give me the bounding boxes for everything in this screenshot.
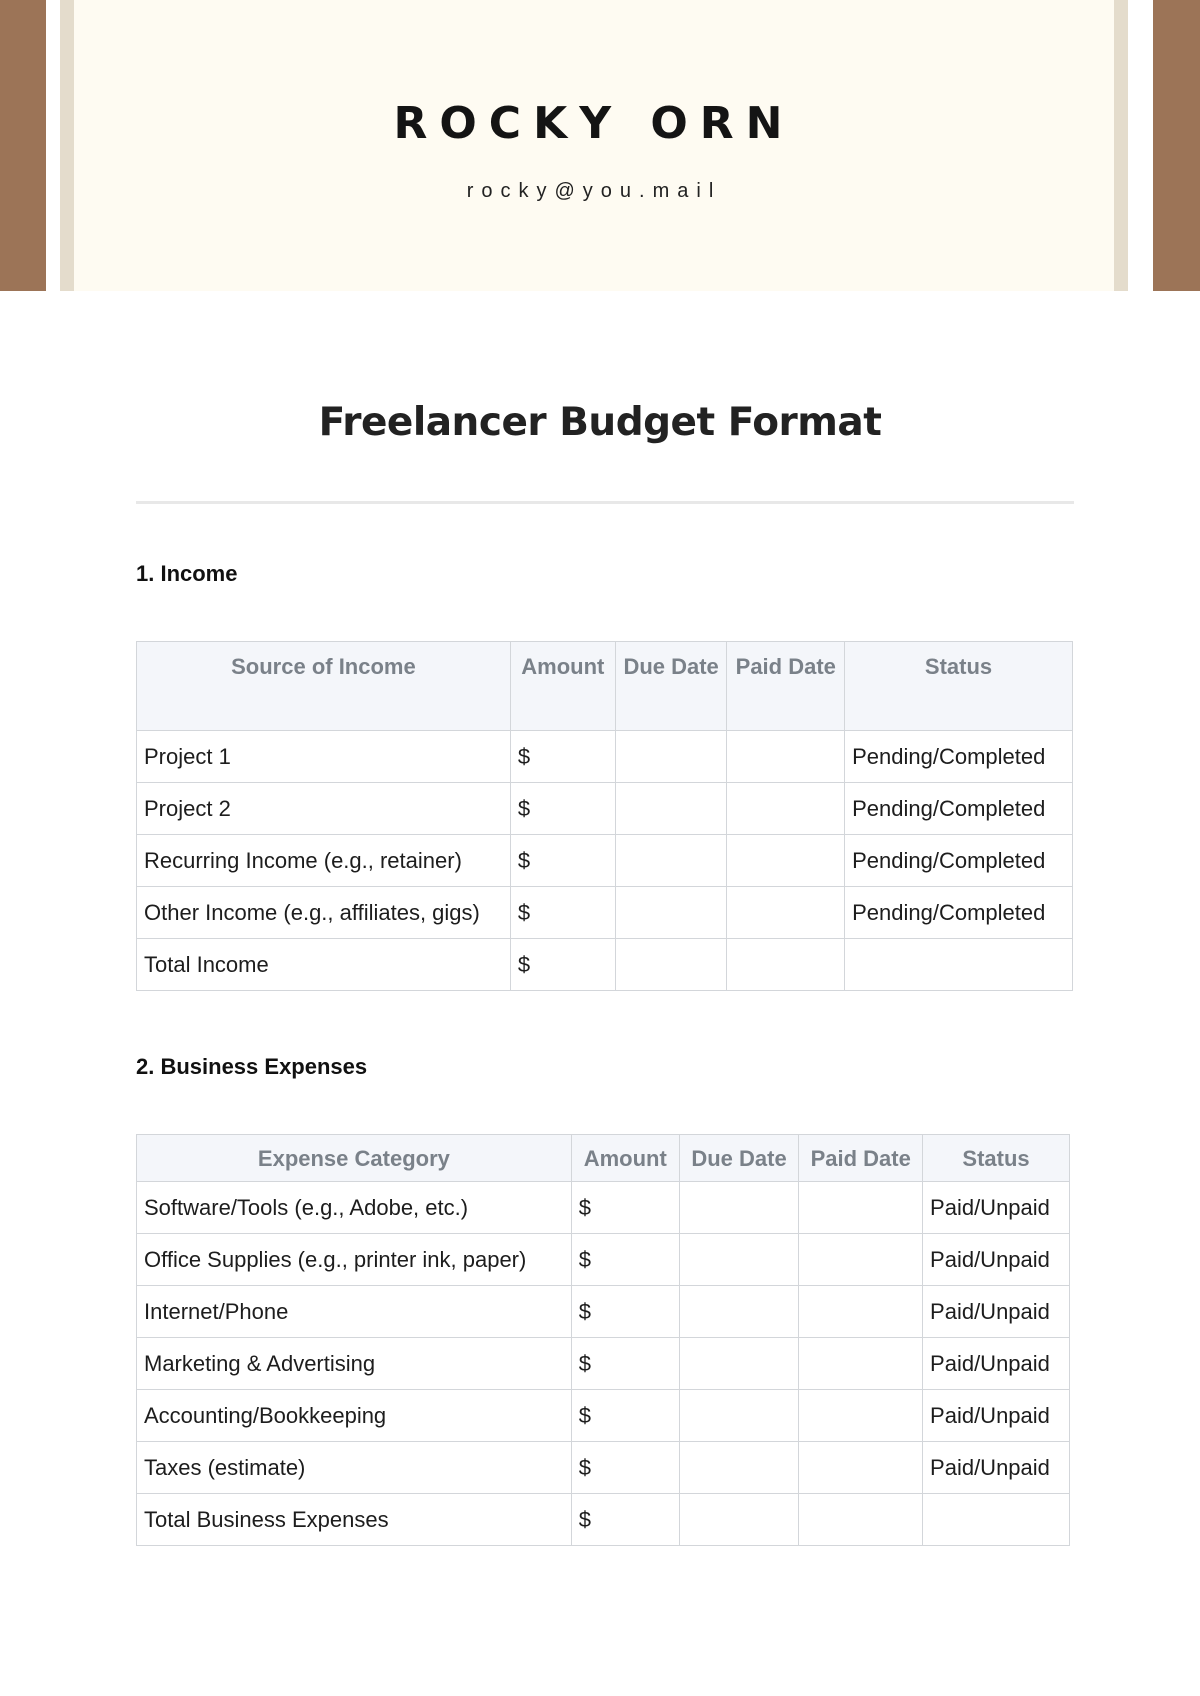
title-divider bbox=[136, 501, 1074, 504]
header-decor-band-left bbox=[0, 0, 46, 291]
expense-amount-cell[interactable]: $ bbox=[571, 1390, 679, 1442]
expense-status-cell: Paid/Unpaid bbox=[923, 1338, 1070, 1390]
income-source-cell: Recurring Income (e.g., retainer) bbox=[137, 835, 511, 887]
expenses-col-amount: Amount bbox=[571, 1135, 679, 1182]
income-total-paid-date bbox=[727, 939, 845, 991]
expense-amount-cell[interactable]: $ bbox=[571, 1442, 679, 1494]
table-row bbox=[137, 731, 1073, 783]
income-paid-date-cell[interactable] bbox=[727, 835, 845, 887]
income-col-amount: Amount bbox=[510, 642, 615, 731]
table-row bbox=[137, 1338, 1070, 1390]
expenses-total-amount[interactable]: $ bbox=[571, 1494, 679, 1546]
expense-category-cell: Internet/Phone bbox=[137, 1286, 572, 1338]
expense-category-cell: Taxes (estimate) bbox=[137, 1442, 572, 1494]
expense-due-date-cell[interactable] bbox=[679, 1338, 799, 1390]
expense-category-cell: Office Supplies (e.g., printer ink, paper) bbox=[137, 1234, 572, 1286]
expenses-table bbox=[136, 1134, 1070, 1546]
expense-amount-cell[interactable]: $ bbox=[571, 1338, 679, 1390]
income-total-label: Total Income bbox=[137, 939, 511, 991]
expense-status-cell: Paid/Unpaid bbox=[923, 1390, 1070, 1442]
table-row bbox=[137, 1234, 1070, 1286]
expenses-col-due-date: Due Date bbox=[679, 1135, 799, 1182]
expense-paid-date-cell[interactable] bbox=[799, 1390, 923, 1442]
income-source-cell: Project 1 bbox=[137, 731, 511, 783]
table-row bbox=[137, 1390, 1070, 1442]
expense-category-cell: Accounting/Bookkeeping bbox=[137, 1390, 572, 1442]
expenses-col-category: Expense Category bbox=[137, 1135, 572, 1182]
income-paid-date-cell[interactable] bbox=[727, 783, 845, 835]
income-paid-date-cell[interactable] bbox=[727, 731, 845, 783]
table-row bbox=[137, 1286, 1070, 1338]
expense-due-date-cell[interactable] bbox=[679, 1442, 799, 1494]
expenses-col-status: Status bbox=[923, 1135, 1070, 1182]
income-paid-date-cell[interactable] bbox=[727, 887, 845, 939]
income-source-cell: Project 2 bbox=[137, 783, 511, 835]
expense-due-date-cell[interactable] bbox=[679, 1234, 799, 1286]
income-amount-cell[interactable]: $ bbox=[510, 783, 615, 835]
table-row bbox=[137, 1182, 1070, 1234]
expense-status-cell: Paid/Unpaid bbox=[923, 1442, 1070, 1494]
income-table bbox=[136, 641, 1073, 991]
income-due-date-cell[interactable] bbox=[615, 887, 727, 939]
income-status-cell: Pending/Completed bbox=[845, 783, 1073, 835]
expenses-total-status bbox=[923, 1494, 1070, 1546]
income-source-cell: Other Income (e.g., affiliates, gigs) bbox=[137, 887, 511, 939]
income-total-status bbox=[845, 939, 1073, 991]
income-due-date-cell[interactable] bbox=[615, 835, 727, 887]
income-amount-cell[interactable]: $ bbox=[510, 887, 615, 939]
income-col-status: Status bbox=[845, 642, 1073, 731]
expenses-total-paid-date bbox=[799, 1494, 923, 1546]
income-total-amount[interactable]: $ bbox=[510, 939, 615, 991]
expense-status-cell: Paid/Unpaid bbox=[923, 1182, 1070, 1234]
letterhead bbox=[60, 0, 1128, 291]
income-amount-cell[interactable]: $ bbox=[510, 835, 615, 887]
income-col-due-date: Due Date bbox=[615, 642, 727, 731]
income-due-date-cell[interactable] bbox=[615, 783, 727, 835]
income-total-row bbox=[137, 939, 1073, 991]
expense-due-date-cell[interactable] bbox=[679, 1390, 799, 1442]
expense-status-cell: Paid/Unpaid bbox=[923, 1234, 1070, 1286]
income-due-date-cell[interactable] bbox=[615, 731, 727, 783]
expenses-section-title: 2. Business Expenses bbox=[136, 1054, 368, 1079]
expense-due-date-cell[interactable] bbox=[679, 1182, 799, 1234]
expense-amount-cell[interactable]: $ bbox=[571, 1286, 679, 1338]
header-name: ROCKY ORN bbox=[393, 98, 795, 149]
income-col-source: Source of Income bbox=[137, 642, 511, 731]
expense-due-date-cell[interactable] bbox=[679, 1286, 799, 1338]
table-row bbox=[137, 1442, 1070, 1494]
expense-amount-cell[interactable]: $ bbox=[571, 1182, 679, 1234]
expenses-total-label: Total Business Expenses bbox=[137, 1494, 572, 1546]
table-row bbox=[137, 783, 1073, 835]
document-title: Freelancer Budget Format bbox=[318, 400, 882, 445]
income-header-row bbox=[137, 642, 1073, 731]
header-decor-band-right bbox=[1153, 0, 1200, 291]
expenses-total-due-date bbox=[679, 1494, 799, 1546]
expense-paid-date-cell[interactable] bbox=[799, 1338, 923, 1390]
expense-amount-cell[interactable]: $ bbox=[571, 1234, 679, 1286]
expense-paid-date-cell[interactable] bbox=[799, 1182, 923, 1234]
header-email: rocky@you.mail bbox=[466, 180, 722, 202]
expense-paid-date-cell[interactable] bbox=[799, 1234, 923, 1286]
income-status-cell: Pending/Completed bbox=[845, 835, 1073, 887]
expense-paid-date-cell[interactable] bbox=[799, 1286, 923, 1338]
expense-category-cell: Marketing & Advertising bbox=[137, 1338, 572, 1390]
expenses-col-paid-date: Paid Date bbox=[799, 1135, 923, 1182]
expense-category-cell: Software/Tools (e.g., Adobe, etc.) bbox=[137, 1182, 572, 1234]
income-total-due-date bbox=[615, 939, 727, 991]
expense-paid-date-cell[interactable] bbox=[799, 1442, 923, 1494]
table-row bbox=[137, 835, 1073, 887]
income-section-title: 1. Income bbox=[136, 561, 238, 586]
expenses-header-row bbox=[137, 1135, 1070, 1182]
expenses-total-row bbox=[137, 1494, 1070, 1546]
expense-status-cell: Paid/Unpaid bbox=[923, 1286, 1070, 1338]
income-col-paid-date: Paid Date bbox=[727, 642, 845, 731]
income-status-cell: Pending/Completed bbox=[845, 887, 1073, 939]
table-row bbox=[137, 887, 1073, 939]
income-status-cell: Pending/Completed bbox=[845, 731, 1073, 783]
income-amount-cell[interactable]: $ bbox=[510, 731, 615, 783]
